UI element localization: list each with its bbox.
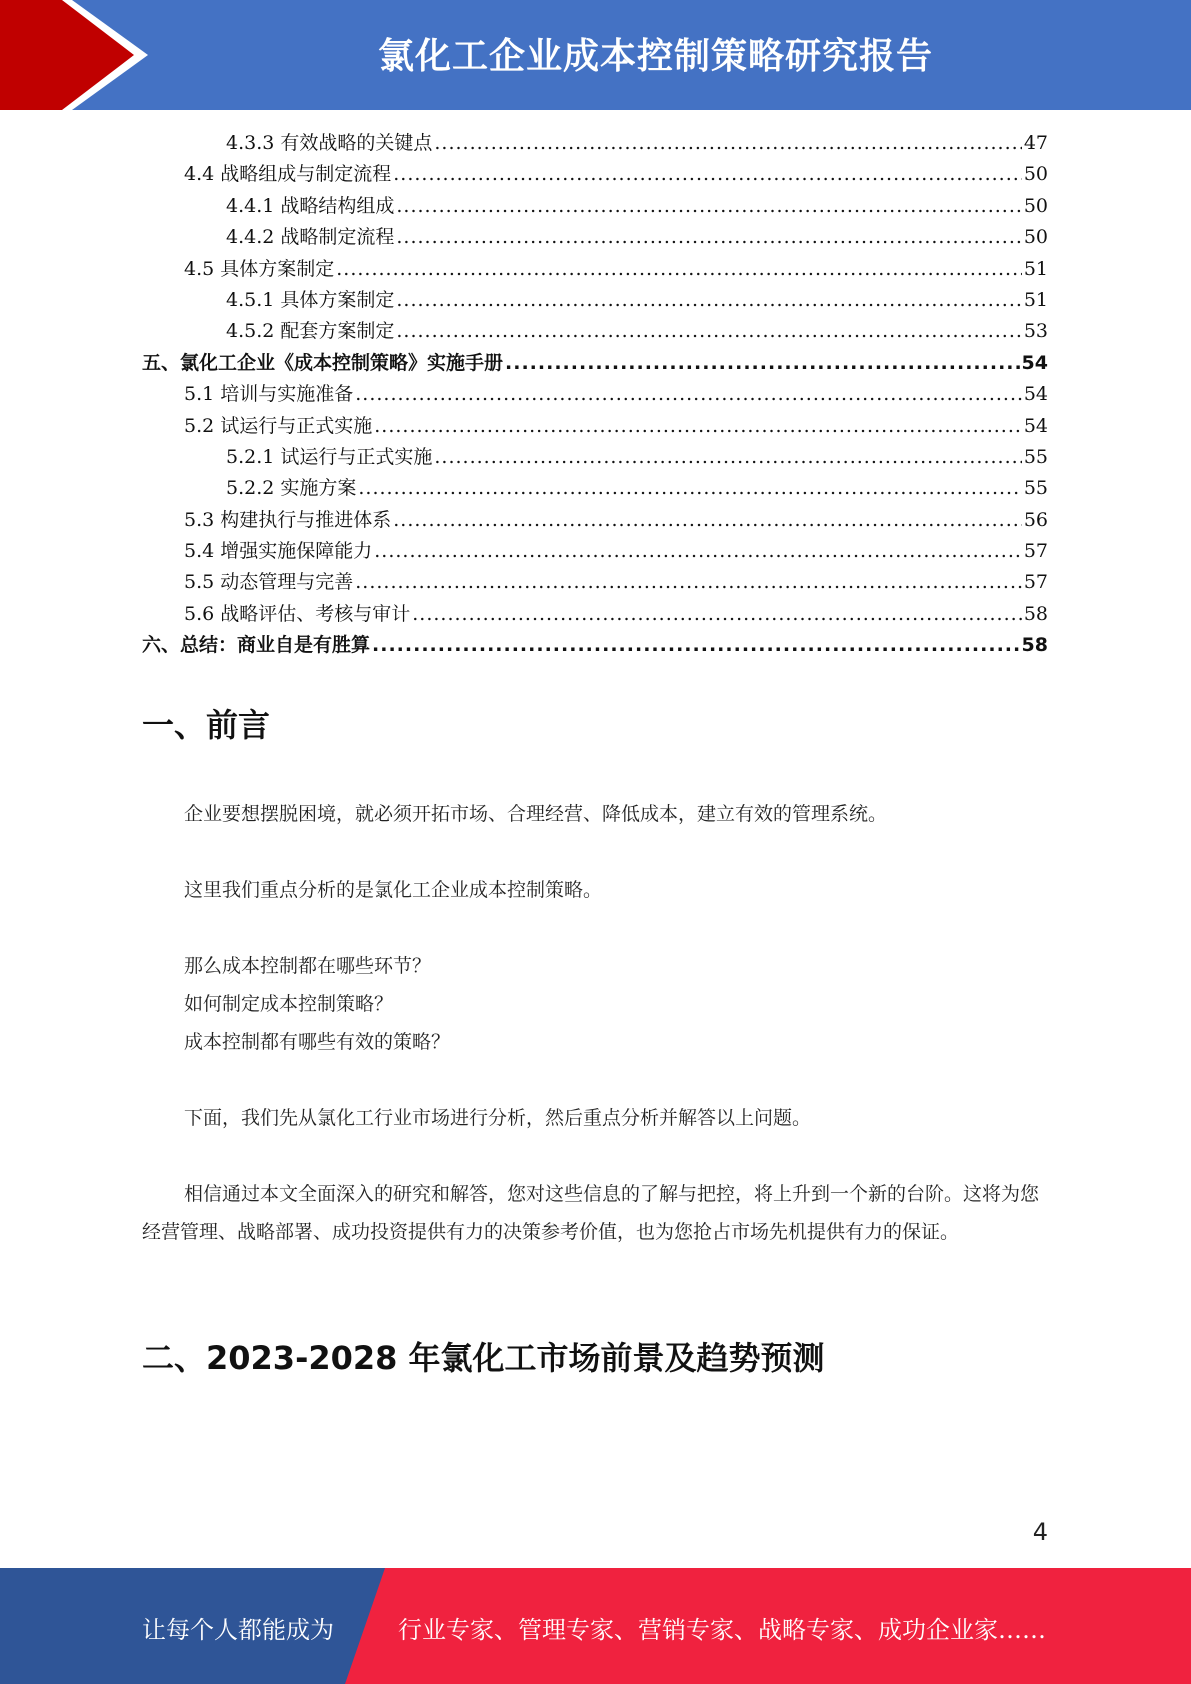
section-heading-market-outlook: 二、2023-2028 年氯化工市场前景及趋势预测 [142,1339,825,1377]
toc-entry[interactable] [142,599,1048,630]
toc-dot-leader [355,567,1022,598]
toc-entry-label: 5.1 培训与实施准备 [184,383,354,406]
toc-entry[interactable] [142,159,1048,190]
toc-entry[interactable] [142,630,1048,661]
toc-dot-leader [393,159,1022,190]
toc-entry-page: 56 [1023,508,1048,531]
toc-dot-leader [396,285,1021,316]
toc-entry-page: 47 [1023,132,1048,154]
toc-dot-leader [396,191,1021,222]
toc-entry-label: 六、总结：商业自是有胜算 [142,634,371,657]
toc-entry[interactable] [142,379,1048,410]
toc-entry-page: 54 [1023,414,1048,437]
toc-entry[interactable] [142,505,1048,536]
toc-dot-leader [393,505,1022,536]
toc-entry[interactable] [142,222,1048,253]
toc-entry-page: 51 [1023,257,1048,280]
toc-dot-leader [505,348,1020,379]
toc-dot-leader [396,316,1021,347]
toc-entry-label: 5.2.2 实施方案 [226,477,357,500]
footer-slogan-left: 让每个人都能成为 [142,1616,334,1644]
table-of-contents [142,128,1048,662]
paragraph: 这里我们重点分析的是氯化工企业成本控制策略。 [184,879,603,901]
toc-entry-page: 50 [1023,163,1048,186]
toc-entry-label: 4.4.1 战略结构组成 [226,194,395,217]
toc-entry-page: 51 [1023,288,1048,311]
paragraph: 企业要想摆脱困境，就必须开拓市场、合理经营、降低成本，建立有效的管理系统。 [184,803,888,825]
toc-entry-page: 50 [1023,194,1048,217]
toc-entry-page: 57 [1023,571,1048,594]
toc-entry[interactable] [142,536,1048,567]
question-item: 如何制定成本控制策略？ [184,993,394,1015]
document-title: 氯化工企业成本控制策略研究报告 [377,36,933,77]
toc-entry-label: 4.4.2 战略制定流程 [226,226,395,249]
toc-entry[interactable] [142,348,1048,379]
toc-entry[interactable] [142,411,1048,442]
toc-dot-leader [358,473,1021,504]
toc-entry-page: 53 [1023,320,1048,343]
toc-entry-page: 54 [1023,383,1048,406]
question-item: 成本控制都有哪些有效的策略？ [184,1031,451,1053]
toc-entry-label: 4.5.2 配套方案制定 [226,320,395,343]
toc-entry-page: 55 [1023,445,1048,468]
toc-dot-leader [396,222,1021,253]
toc-entry[interactable] [142,191,1048,222]
toc-entry-label: 4.5.1 具体方案制定 [226,288,395,311]
toc-entry-label: 4.4 战略组成与制定流程 [184,163,392,186]
paragraph: 相信通过本文全面深入的研究和解答，您对这些信息的了解与把控，将上升到一个新的台阶。这将为您经营管理、战略部署、成功投资提供有力的决策参考价值，也为您抢占市场先机提供有力的保证。 [142,1183,1040,1243]
toc-entry-page: 58 [1023,602,1048,625]
toc-entry-page: 55 [1023,477,1048,500]
toc-dot-leader [336,254,1022,285]
toc-entry-label: 5.4 增强实施保障能力 [184,540,373,563]
toc-entry[interactable] [142,285,1048,316]
question-list [184,947,450,1061]
toc-entry[interactable] [142,442,1048,473]
toc-entry[interactable] [142,473,1048,504]
toc-entry[interactable] [142,128,1048,159]
question-item: 那么成本控制都在哪些环节？ [184,955,432,977]
toc-entry-label: 4.5 具体方案制定 [184,257,335,280]
toc-dot-leader [374,536,1022,567]
toc-entry-label: 5.2.1 试运行与正式实施 [226,445,433,468]
page-number: 4 [1032,1518,1048,1546]
toc-entry-label: 4.3.3 有效战略的关键点 [226,132,433,154]
toc-entry-label: 5.6 战略评估、考核与审计 [184,602,411,625]
toc-entry-page: 57 [1023,540,1048,563]
toc-entry[interactable] [142,254,1048,285]
toc-entry-label: 5.5 动态管理与完善 [184,571,354,594]
toc-entry-label: 5.3 构建执行与推进体系 [184,508,392,531]
toc-dot-leader [374,411,1022,442]
toc-entry-label: 五、氯化工企业《成本控制策略》实施手册 [142,351,504,374]
toc-entry-label: 5.2 试运行与正式实施 [184,414,373,437]
toc-dot-leader [355,379,1022,410]
paragraph: 下面，我们先从氯化工行业市场进行分析，然后重点分析并解答以上问题。 [184,1107,812,1129]
toc-entry-page: 54 [1021,351,1048,374]
section-heading-preface: 一、前言 [142,706,271,744]
toc-dot-leader [434,128,1021,159]
toc-entry[interactable] [142,567,1048,598]
toc-entry-page: 50 [1023,226,1048,249]
toc-entry[interactable] [142,316,1048,347]
page-footer [0,1568,1191,1684]
footer-slogan-right: 行业专家、管理专家、营销专家、战略专家、成功企业家…… [398,1616,1046,1644]
toc-entry-page: 58 [1021,634,1048,657]
page-header [0,0,1191,110]
toc-dot-leader [412,599,1022,630]
toc-dot-leader [434,442,1021,473]
toc-dot-leader [372,630,1020,661]
